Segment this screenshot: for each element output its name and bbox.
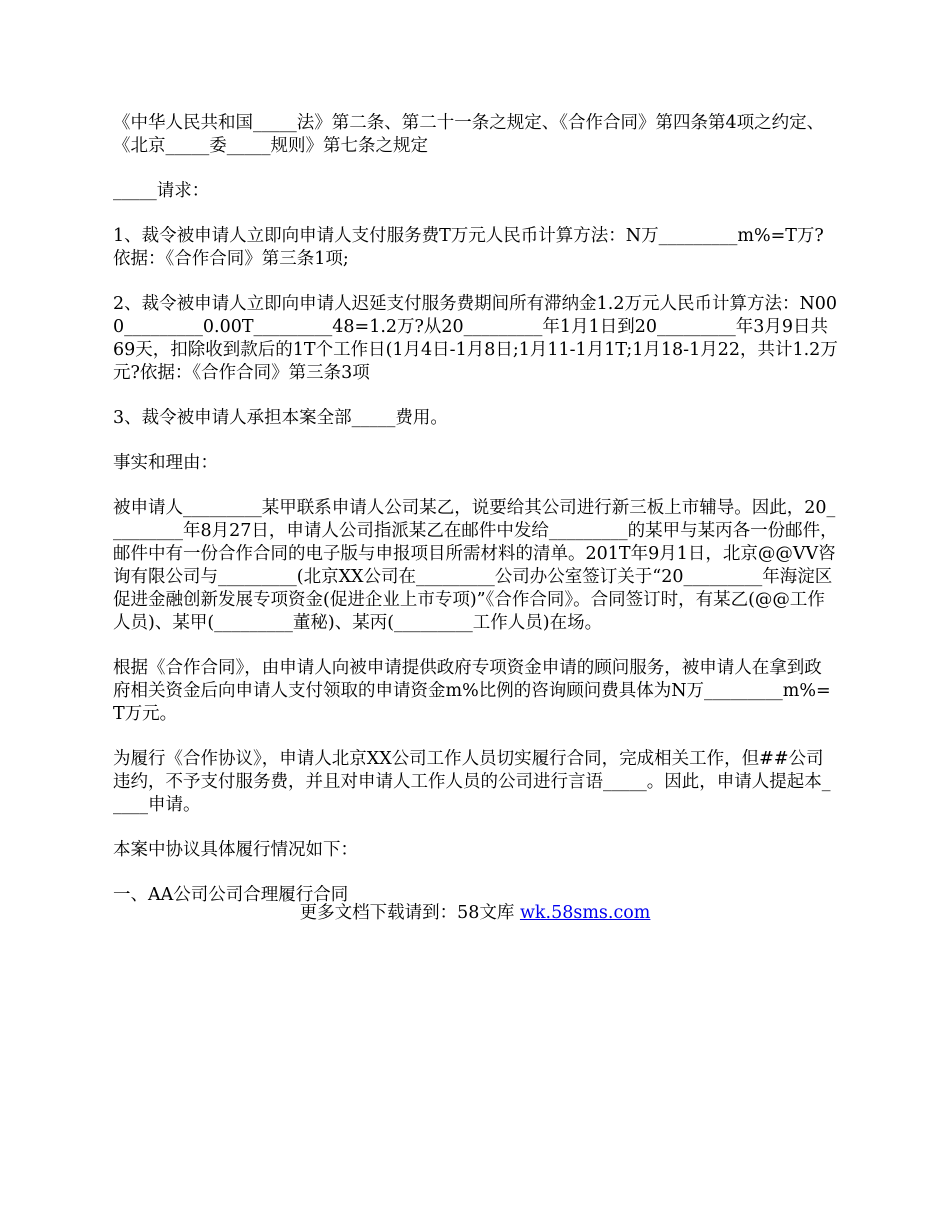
footer-text: 更多文档下载请到：58文库	[299, 903, 520, 923]
paragraph-performance-heading: 本案中协议具体履行情况如下：	[113, 840, 358, 860]
paragraph-facts-3: 为履行《合作协议》，申请人北京XX公司工作人员切实履行合同，完成相关工作，但##公司违约，不予支付服务费，并且对申请人工作人员的公司进行言语_____。因此，申请人提起本_____申请。	[113, 749, 831, 815]
paragraph-facts-heading: 事实和理由：	[113, 453, 218, 473]
paragraph-request-heading: _____请求：	[113, 181, 210, 201]
paragraph-section-one: 一、AA公司公司合理履行合同	[113, 885, 349, 905]
document-body	[113, 112, 838, 929]
paragraph-request-2: 2、裁令被申请人立即向申请人迟延支付服务费期间所有滞纳金1.2万元人民币计算方法：N000_________0.00T_________48=1.2万?从20_________年1月1日到20_________年3月9日共69天，扣除收到款后的1T个工作日(1月4日-1月8日;1月11-1月1T;1月18-1月22，共计1.2万元?依据：《合作合同》第三条3项	[113, 294, 838, 383]
footer	[0, 902, 950, 925]
paragraph-facts-2: 根据《合作合同》，由申请人向被申请提供政府专项资金申请的顾问服务，被申请人在拿到政府相关资金后向申请人支付领取的申请资金m%比例的咨询顾问费具体为N万_________m%=T万元。	[113, 658, 831, 724]
paragraph-facts-1: 被申请人_________某甲联系申请人公司某乙，说要给其公司进行新三板上市辅导。因此，20_________年8月27日，申请人公司指派某乙在邮件中发给_________的某甲与某丙各一份邮件，邮件中有一份合作合同的电子版与申报项目所需材料的清单。201T年9月1日，北京@@VV咨询有限公司与_________(北京XX公司在_________公司办公室签订关于“20_________年海淀区促进金融创新发展专项资金(促进企业上市专项)”《合作合同》。合同签订时，有某乙(@@工作人员)、某甲(_________董秘)、某丙(_________工作人员)在场。	[113, 498, 838, 633]
footer-link[interactable]: wk.58sms.com	[519, 903, 651, 923]
paragraph-request-3: 3、裁令被申请人承担本案全部_____费用。	[113, 408, 448, 428]
paragraph-legal-basis: 《中华人民共和国_____法》第二条、第二十一条之规定、《合作合同》第四条第4项之约定、《北京_____委_____规则》第七条之规定	[113, 113, 825, 156]
paragraph-request-1: 1、裁令被申请人立即向申请人支付服务费T万元人民币计算方法：N万_________m%=T万?依据：《合作合同》第三条1项;	[113, 226, 824, 269]
